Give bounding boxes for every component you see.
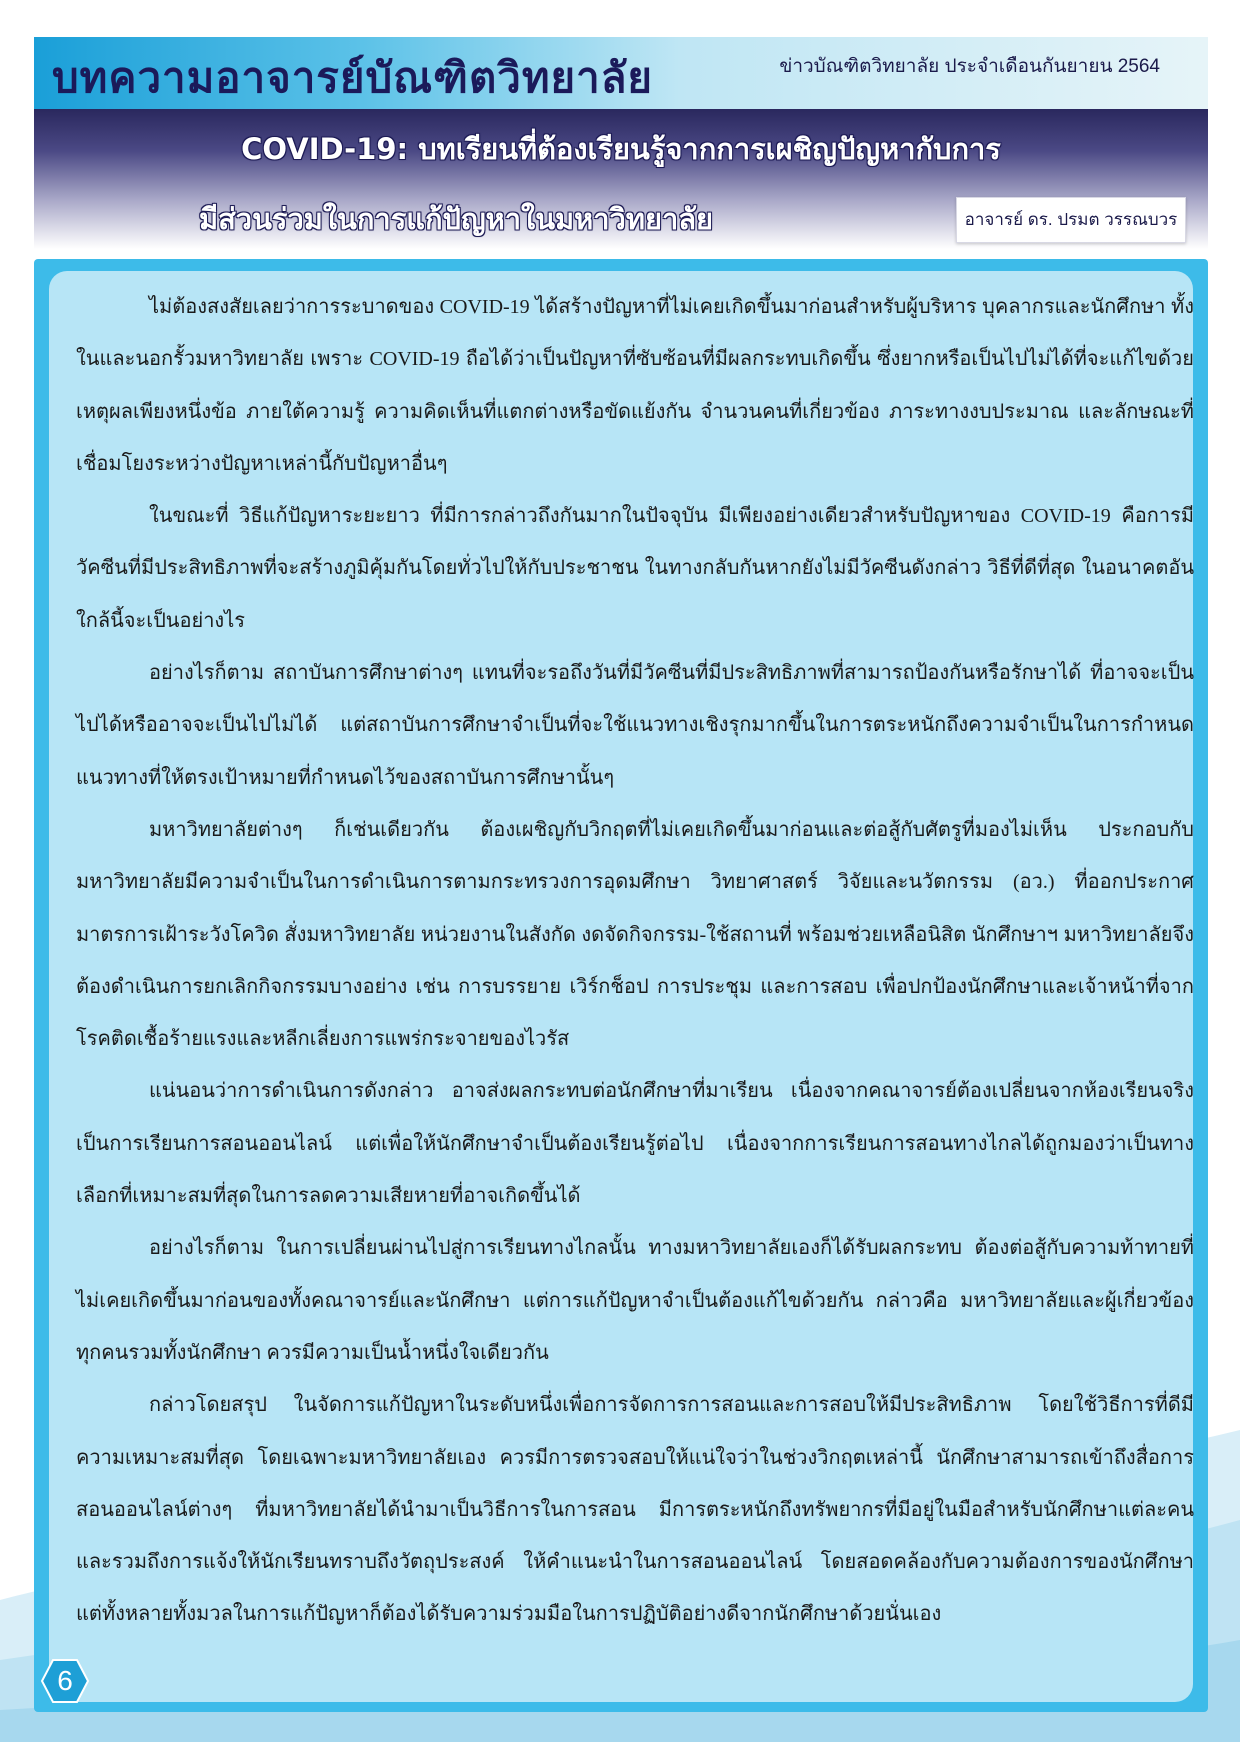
author-name: อาจารย์ ดร. ปรมต วรรณบวร bbox=[956, 197, 1186, 243]
paragraph: แน่นอนว่าการดำเนินการดังกล่าว อาจส่งผลกระทบต่อนักศึกษาที่มาเรียน เนื่องจากคณาจารย์ต้องเปลี่ยนจากห้องเรียนจริงเป็นการเรียนการสอนออนไลน์ แต่เพื่อให้นักศึกษาจำเป็นต้องเรียนรู้ต่อไป เนื่องจากการเรียนการสอนทางไกลได้ถูกมองว่าเป็นทางเลือกที่เหมาะสมที่สุดในการลดความเสียหายที่อาจเกิดขึ้นได้ bbox=[76, 1080, 1194, 1208]
paragraph: อย่างไรก็ตาม ในการเปลี่ยนผ่านไปสู่การเรียนทางไกลนั้น ทางมหาวิทยาลัยเองก็ได้รับผลกระทบ ต้องต่อสู้กับความท้าทายที่ไม่เคยเกิดขึ้นมาก่อนของทั้งคณาจารย์และนักศึกษา แต่การแก้ปัญหาจำเป็นต้องแก้ไขด้วยกัน กล่าวคือ มหาวิทยาลัยและผู้เกี่ยวข้องทุกคนรวมทั้งนักศึกษา ควรมีความเป็นน้ำหนึ่งใจเดียวกัน bbox=[76, 1237, 1194, 1364]
article-title-block bbox=[34, 109, 1208, 249]
issue-date: ข่าวบัณฑิตวิทยาลัย ประจำเดือนกันยายน 2564 bbox=[779, 56, 1160, 77]
column-title: บทความอาจารย์บัณฑิตวิทยาลัย bbox=[52, 53, 654, 102]
article-title-line-1: COVID-19: บทเรียนที่ต้องเรียนรู้จากการเผชิญปัญหากับการ bbox=[241, 132, 1001, 166]
paragraph: มหาวิทยาลัยต่างๆ ก็เช่นเดียวกัน ต้องเผชิญกับวิกฤตที่ไม่เคยเกิดขึ้นมาก่อนและต่อสู้กับศัตรูที่มองไม่เห็น ประกอบกับมหาวิทยาลัยมีความจำเป็นในการดำเนินการตามกระทรวงการอุดมศึกษา วิทยาศาสตร์ วิจัยและนวัตกรรม (อว.) ที่ออกประกาศมาตรการเฝ้าระวังโควิด สั่งมหาวิทยาลัย หน่วยงานในสังกัด งดจัดกิจกรรม-ใช้สถานที่ พร้อมช่วยเหลือนิสิต นักศึกษาฯ มหาวิทยาลัยจึงต้องดำเนินการยกเลิกกิจกรรมบางอย่าง เช่น การบรรยาย เวิร์กช็อป การประชุม และการสอบ เพื่อปกป้องนักศึกษาและเจ้าหน้าที่จากโรคติดเชื้อร้ายแรงและหลีกเลี่ยงการแพร่กระจายของไวรัส bbox=[76, 818, 1194, 1051]
article-panel bbox=[49, 271, 1193, 1702]
paragraph: อย่างไรก็ตาม สถาบันการศึกษาต่างๆ แทนที่จะรอถึงวันที่มีวัคซีนที่มีประสิทธิภาพที่สามารถป้องกันหรือรักษาได้ ที่อาจจะเป็นไปได้หรืออาจจะเป็นไปไม่ได้ แต่สถาบันการศึกษาจำเป็นที่จะใช้แนวทางเชิงรุกมากขึ้นในการตระหนักถึงความจำเป็นในการกำหนดแนวทางที่ให้ตรงเป้าหมายที่กำหนดไว้ของสถาบันการศึกษานั้นๆ bbox=[76, 662, 1194, 789]
page-number-badge bbox=[41, 1657, 89, 1705]
article-frame bbox=[34, 259, 1208, 1712]
paragraph: กล่าวโดยสรุป ในจัดการแก้ปัญหาในระดับหนึ่งเพื่อการจัดการการสอนและการสอบให้มีประสิทธิภาพ โดยใช้วิธีการที่ดีมีความเหมาะสมที่สุด โดยเฉพาะมหาวิทยาลัยเอง ควรมีการตรวจสอบให้แน่ใจว่าในช่วงวิกฤตเหล่านี้ นักศึกษาสามารถเข้าถึงสื่อการสอนออนไลน์ต่างๆ ที่มหาวิทยาลัยได้นำมาเป็นวิธีการในการสอน มีการตระหนักถึงทรัพยากรที่มีอยู่ในมือสำหรับนักศึกษาแต่ละคน และรวมถึงการแจ้งให้นักเรียนทราบถึงวัตถุประสงค์ ให้คำแนะนำในการสอนออนไลน์ โดยสอดคล้องกับความต้องการของนักศึกษา แต่ทั้งหลายทั้งมวลในการแก้ปัญหาก็ต้องได้รับความร่วมมือในการปฏิบัติอย่างดีจากนักศึกษาด้วยนั่นเอง bbox=[76, 1394, 1194, 1626]
paragraph: ไม่ต้องสงสัยเลยว่าการระบาดของ COVID-19 ได้สร้างปัญหาที่ไม่เคยเกิดขึ้นมาก่อนสำหรับผู้บริหาร บุคลากรและนักศึกษา ทั้งในและนอกรั้วมหาวิทยาลัย เพราะ COVID-19 ถือได้ว่าเป็นปัญหาที่ซับซ้อนที่มีผลกระทบเกิดขึ้น ซึ่งยากหรือเป็นไปไม่ได้ที่จะแก้ไขด้วยเหตุผลเพียงหนึ่งข้อ ภายใต้ความรู้ ความคิดเห็นที่แตกต่างหรือขัดแย้งกัน จำนวนคนที่เกี่ยวข้อง ภาระทางงบประมาณ และลักษณะที่เชื่อมโยงระหว่างปัญหาเหล่านี้กับปัญหาอื่นๆ bbox=[76, 296, 1194, 475]
article-body bbox=[76, 281, 1194, 1641]
column-banner bbox=[34, 37, 1208, 109]
paragraph: ในขณะที่ วิธีแก้ปัญหาระยะยาว ที่มีการกล่าวถึงกันมากในปัจจุบัน มีเพียงอย่างเดียวสำหรับปัญหาของ COVID-19 คือการมีวัคซีนที่มีประสิทธิภาพที่จะสร้างภูมิคุ้มกันโดยทั่วไปให้กับประชาชน ในทางกลับกันหากยังไม่มีวัคซีนดังกล่าว วิธีที่ดีที่สุด ในอนาคตอันใกล้นี้จะเป็นอย่างไร bbox=[76, 505, 1194, 632]
page-number: 6 bbox=[57, 1665, 73, 1696]
article-title-line-2: มีส่วนร่วมในการแก้ปัญหาในมหาวิทยาลัย bbox=[198, 202, 713, 236]
